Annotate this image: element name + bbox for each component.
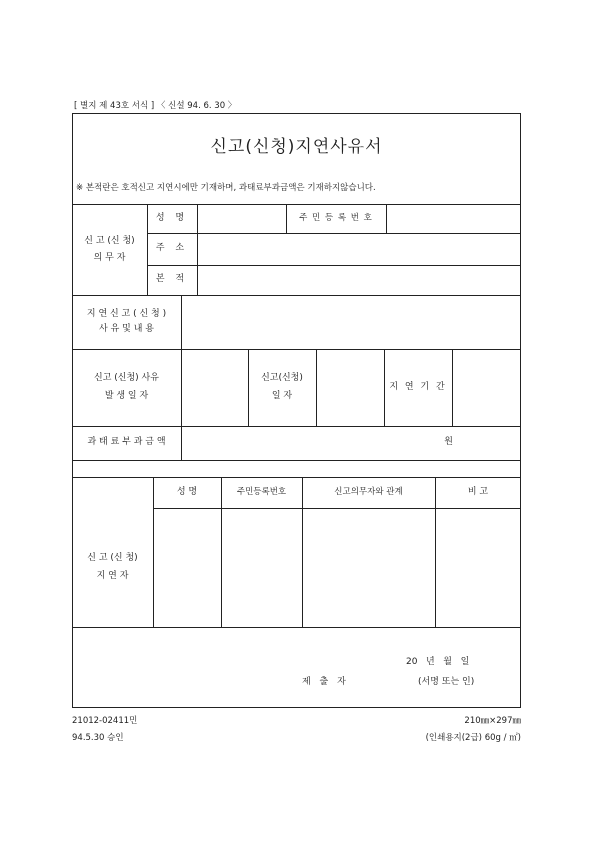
form-number-label: [ 별지 제 43호 서식 ] 〈 신설 94. 6. 30 〉 xyxy=(74,101,237,111)
delayer-remarks-field[interactable] xyxy=(435,508,521,627)
report-label-line2: 일 자 xyxy=(271,390,293,401)
delayer-relation-header: 신고의무자와 관계 xyxy=(334,487,403,498)
obligor-name-field[interactable] xyxy=(197,204,286,233)
name-label: 성 명 xyxy=(155,212,189,223)
delay-period-field[interactable] xyxy=(452,349,521,426)
submitter-label: 제 출 자 xyxy=(302,677,349,687)
delayer-rrn-header: 주민등록번호 xyxy=(236,487,287,498)
obligor-domicile-field[interactable] xyxy=(197,265,521,295)
submission-date[interactable]: 20 년 월 일 xyxy=(406,657,470,667)
fine-amount-unit: 원 xyxy=(444,437,453,448)
divider xyxy=(72,460,521,461)
occurrence-label-line2: 발 생 일 자 xyxy=(104,390,149,401)
delayer-rrn-field[interactable] xyxy=(221,508,302,627)
rrn-label: 주 민 등 록 번 호 xyxy=(299,213,373,224)
approval-date: 94.5.30 승인 xyxy=(72,733,124,743)
delayer-name-field[interactable] xyxy=(153,508,221,627)
report-label-line1: 신고(신청) xyxy=(261,373,303,384)
reason-label xyxy=(72,295,181,349)
obligor-address-field[interactable] xyxy=(197,233,521,265)
obligor-label-line1: 신 고 (신 청) xyxy=(84,235,135,246)
form-title: 신고(신청)지연사유서 xyxy=(210,137,383,157)
paper-spec: (인쇄용지(2급) 60g / ㎡) xyxy=(425,733,521,743)
domicile-label: 본 적 xyxy=(155,274,189,285)
instruction-note: ※ 본적란은 호적신고 지연시에만 기재하며, 과태료부과금액은 기재하지않습니다. xyxy=(76,183,376,193)
paper-size: 210㎜×297㎜ xyxy=(464,716,521,726)
obligor-group-label xyxy=(72,224,147,276)
delayer-name-header: 성 명 xyxy=(176,486,198,497)
obligor-label-line2: 의 무 자 xyxy=(93,253,126,263)
form-code: 21012-02411민 xyxy=(72,716,138,726)
fine-amount-label: 과 태 료 부 과 금 액 xyxy=(87,437,166,448)
signature-field[interactable]: (서명 또는 인) xyxy=(418,677,475,687)
delayer-label-line2: 지 연 자 xyxy=(96,570,129,581)
divider xyxy=(72,627,521,628)
report-date-label xyxy=(248,349,316,426)
delayer-remarks-header: 비 고 xyxy=(467,486,489,497)
occurrence-date-label xyxy=(72,349,181,426)
reason-label-line2: 사 유 및 내 용 xyxy=(99,324,154,334)
address-label: 주 소 xyxy=(155,243,189,254)
delayer-group-label xyxy=(72,508,153,627)
occurrence-label-line1: 신고 (신청) 사유 xyxy=(94,373,159,384)
obligor-rrn-field[interactable] xyxy=(386,204,521,233)
report-date-field[interactable] xyxy=(316,349,384,426)
reason-field[interactable] xyxy=(181,295,521,349)
reason-label-line1: 지 연 신 고 ( 신 청 ) xyxy=(86,308,167,319)
delayer-label-line1: 신 고 (신 청) xyxy=(87,553,138,564)
delayer-relation-field[interactable] xyxy=(302,508,435,627)
delay-period-label: 지 연 기 간 xyxy=(389,381,447,392)
occurrence-date-field[interactable] xyxy=(181,349,248,426)
